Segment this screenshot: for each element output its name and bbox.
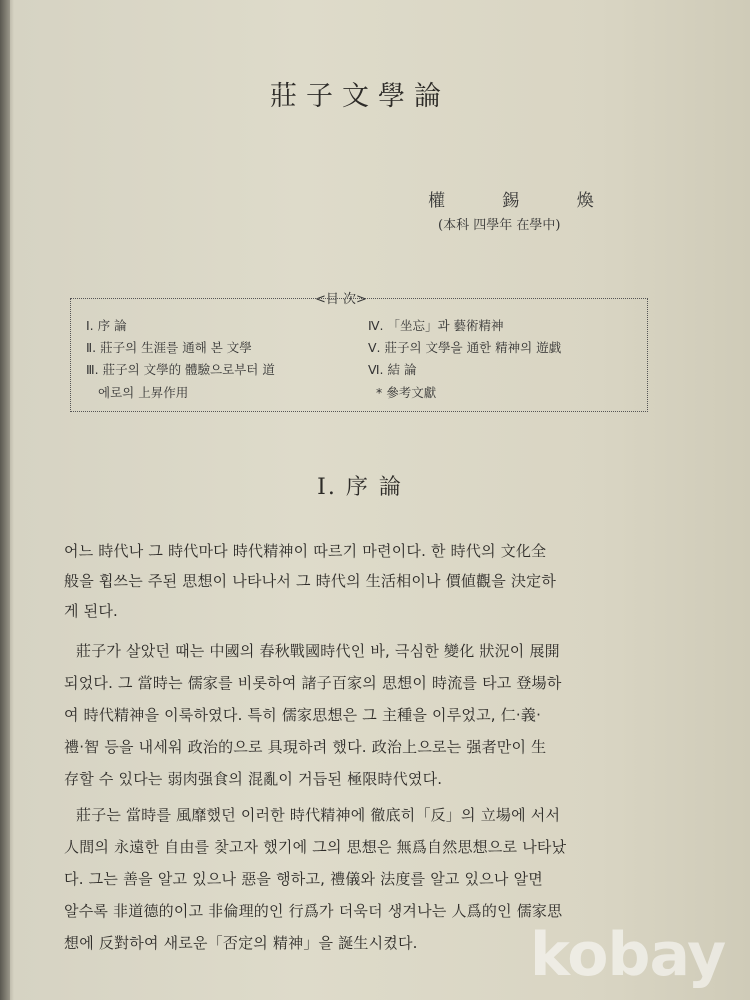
toc-item: Ⅲ. 莊子의 文學的 體驗으로부터 道 — [86, 362, 275, 377]
body-line: 莊子는 當時를 風靡했던 이러한 時代精神에 徹底히「反」의 立場에 서서 — [76, 806, 561, 824]
page-title: 莊子文學論 — [270, 81, 450, 112]
section-heading: Ⅰ. 序 論 — [317, 475, 403, 500]
toc-label: <目 次> — [315, 292, 367, 307]
body-line: 人間의 永遠한 自由를 찾고자 했기에 그의 思想은 無爲自然思想으로 나타났 — [64, 838, 567, 856]
toc-item: Ⅱ. 莊子의 生涯를 通해 본 文學 — [86, 340, 252, 355]
author-affiliation: (本科 四學年 在學中) — [438, 218, 561, 233]
body-line: 어느 時代나 그 時代마다 時代精神이 따르기 마련이다. 한 時代의 文化全 — [64, 542, 547, 560]
body-line: 禮·智 등을 내세워 政治的으로 具現하려 했다. 政治上으로는 强者만이 生 — [64, 738, 547, 756]
author-name: 權 錫 煥 — [428, 191, 620, 211]
body-line: 다. 그는 善을 알고 있으나 惡을 행하고, 禮儀와 法度를 알고 있으나 알면 — [64, 870, 543, 888]
toc-item: 에로의 上昇作用 — [98, 385, 189, 400]
body-line: 莊子가 살았던 때는 中國의 春秋戰國時代인 바, 극심한 變化 狀況이 展開 — [76, 642, 560, 660]
body-line: 되었다. 그 當時는 儒家를 비롯하여 諸子百家의 思想이 時流를 타고 登場하 — [64, 674, 562, 692]
body-line: 여 時代精神을 이룩하였다. 특히 儒家思想은 그 主種을 이루었고, 仁·義· — [64, 706, 542, 724]
body-line: 般을 휩쓰는 주된 思想이 나타나서 그 時代의 生活相이나 價値觀을 決定하 — [64, 572, 557, 590]
body-line: 게 된다. — [64, 602, 119, 620]
body-line: 알수록 非道德的이고 非倫理的인 行爲가 더욱더 생겨나는 人爲的인 儒家思 — [64, 902, 563, 920]
toc-item: Ⅵ. 結 論 — [368, 362, 417, 377]
toc-item: Ⅰ. 序 論 — [86, 318, 127, 333]
toc-item: * 參考文獻 — [376, 385, 437, 400]
body-line: 想에 反對하여 새로운「否定의 精神」을 誕生시켰다. — [64, 934, 418, 952]
toc-item: Ⅴ. 莊子의 文學을 通한 精神의 遊戯 — [368, 340, 562, 355]
toc-item: Ⅳ. 「坐忘」과 藝術精神 — [368, 318, 504, 333]
watermark-logo: kobay — [530, 920, 726, 990]
body-line: 存할 수 있다는 弱肉强食의 混亂이 거듭된 極限時代였다. — [64, 770, 443, 788]
